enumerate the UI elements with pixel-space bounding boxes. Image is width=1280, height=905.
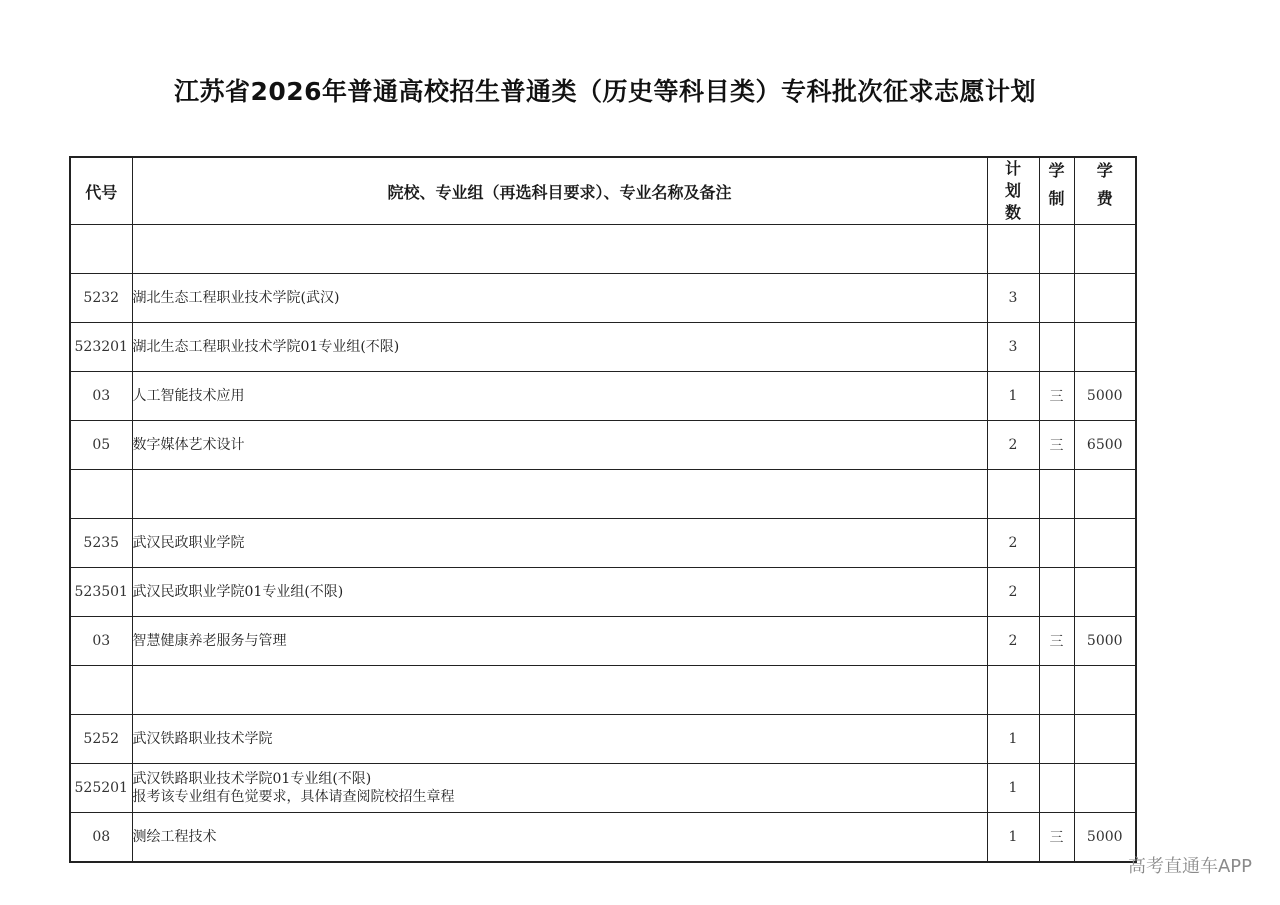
row-plan-count: 3 (987, 323, 1039, 372)
row-name: 测绘工程技术 (132, 828, 217, 845)
table-row (70, 813, 1136, 862)
row-name: 武汉民政职业学院 (132, 535, 245, 551)
header-tuition (1074, 157, 1136, 225)
header-study-length (1039, 157, 1074, 225)
row-plan-count: 2 (987, 421, 1039, 470)
header-plan-char: 划 (1004, 181, 1021, 200)
row-study-length (1039, 274, 1074, 323)
row-code: 523501 (70, 568, 132, 617)
row-study-length (1039, 764, 1074, 813)
row-tuition (1074, 470, 1136, 519)
table-row (70, 372, 1136, 421)
row-tuition: 5000 (1074, 617, 1136, 666)
row-tuition (1074, 519, 1136, 568)
header-code: 代号 (70, 157, 132, 225)
table-row (70, 225, 1136, 274)
row-name: 武汉铁路职业技术学院01专业组(不限) (132, 771, 372, 787)
table-row (70, 323, 1136, 372)
header-plan-char: 数 (1004, 203, 1021, 222)
table-row (70, 568, 1136, 617)
row-plan-count: 2 (987, 568, 1039, 617)
row-name-cell (132, 813, 987, 862)
row-code (70, 225, 132, 274)
row-code: 05 (70, 421, 132, 470)
row-name-cell (132, 617, 987, 666)
row-study-length (1039, 715, 1074, 764)
header-fee-char: 学 (1096, 161, 1113, 180)
row-code: 5232 (70, 274, 132, 323)
row-study-length (1039, 666, 1074, 715)
row-tuition: 6500 (1074, 421, 1136, 470)
row-name-cell (132, 323, 987, 372)
row-study-length: 三 (1039, 813, 1074, 862)
row-tuition (1074, 666, 1136, 715)
row-study-length (1039, 323, 1074, 372)
header-fee-char: 费 (1096, 189, 1113, 208)
row-tuition: 5000 (1074, 372, 1136, 421)
row-code (70, 666, 132, 715)
row-code (70, 470, 132, 519)
table-row (70, 274, 1136, 323)
row-tuition (1074, 274, 1136, 323)
row-name-cell (132, 372, 987, 421)
row-code: 523201 (70, 323, 132, 372)
row-plan-count (987, 225, 1039, 274)
header-name: 院校、专业组（再选科目要求）、专业名称及备注 (132, 157, 987, 225)
page-title: 江苏省2026年普通高校招生普通类（历史等科目类）专科批次征求志愿计划 (173, 77, 1037, 106)
row-plan-count (987, 666, 1039, 715)
row-plan-count: 1 (987, 372, 1039, 421)
row-study-length: 三 (1039, 617, 1074, 666)
row-name-cell (132, 715, 987, 764)
row-name: 湖北生态工程职业技术学院(武汉) (132, 290, 340, 306)
row-name-cell (132, 519, 987, 568)
row-note: 报考该专业组有色觉要求，具体请查阅院校招生章程 (132, 789, 455, 805)
row-plan-count: 2 (987, 617, 1039, 666)
row-code: 5235 (70, 519, 132, 568)
header-plan-char: 计 (1004, 159, 1021, 178)
row-study-length (1039, 225, 1074, 274)
row-tuition: 5000 (1074, 813, 1136, 862)
row-tuition (1074, 764, 1136, 813)
row-name: 数字媒体艺术设计 (132, 437, 245, 453)
table-row (70, 421, 1136, 470)
row-code: 525201 (70, 764, 132, 813)
header-length-char: 学 (1048, 161, 1065, 180)
row-plan-count: 1 (987, 764, 1039, 813)
row-code: 5252 (70, 715, 132, 764)
row-code: 03 (70, 372, 132, 421)
table-row (70, 715, 1136, 764)
row-name-cell (132, 666, 987, 715)
row-name: 武汉民政职业学院01专业组(不限) (132, 584, 344, 600)
row-name-cell (132, 225, 987, 274)
row-name-cell (132, 421, 987, 470)
table-row (70, 519, 1136, 568)
row-study-length (1039, 470, 1074, 519)
row-name: 人工智能技术应用 (132, 388, 245, 404)
enrollment-plan-table (69, 156, 1137, 863)
row-name: 智慧健康养老服务与管理 (132, 633, 287, 649)
row-plan-count: 1 (987, 813, 1039, 862)
table-row (70, 470, 1136, 519)
table-row (70, 666, 1136, 715)
row-name: 武汉铁路职业技术学院 (132, 731, 273, 747)
header-length-char: 制 (1048, 189, 1065, 208)
row-tuition (1074, 225, 1136, 274)
row-name-cell (132, 470, 987, 519)
row-tuition (1074, 323, 1136, 372)
row-name-cell (132, 764, 987, 813)
row-plan-count: 1 (987, 715, 1039, 764)
watermark-text: 高考直通车APP (1127, 856, 1252, 877)
row-name: 湖北生态工程职业技术学院01专业组(不限) (132, 339, 400, 355)
row-study-length (1039, 568, 1074, 617)
row-study-length: 三 (1039, 421, 1074, 470)
row-tuition (1074, 568, 1136, 617)
row-plan-count: 3 (987, 274, 1039, 323)
table-row (70, 617, 1136, 666)
table-header-row (70, 157, 1136, 225)
row-plan-count (987, 470, 1039, 519)
header-plan-count (987, 157, 1039, 225)
row-tuition (1074, 715, 1136, 764)
row-name-cell (132, 568, 987, 617)
row-plan-count: 2 (987, 519, 1039, 568)
row-study-length (1039, 519, 1074, 568)
row-code: 03 (70, 617, 132, 666)
row-study-length: 三 (1039, 372, 1074, 421)
table-row (70, 764, 1136, 813)
row-code: 08 (70, 813, 132, 862)
row-name-cell (132, 274, 987, 323)
